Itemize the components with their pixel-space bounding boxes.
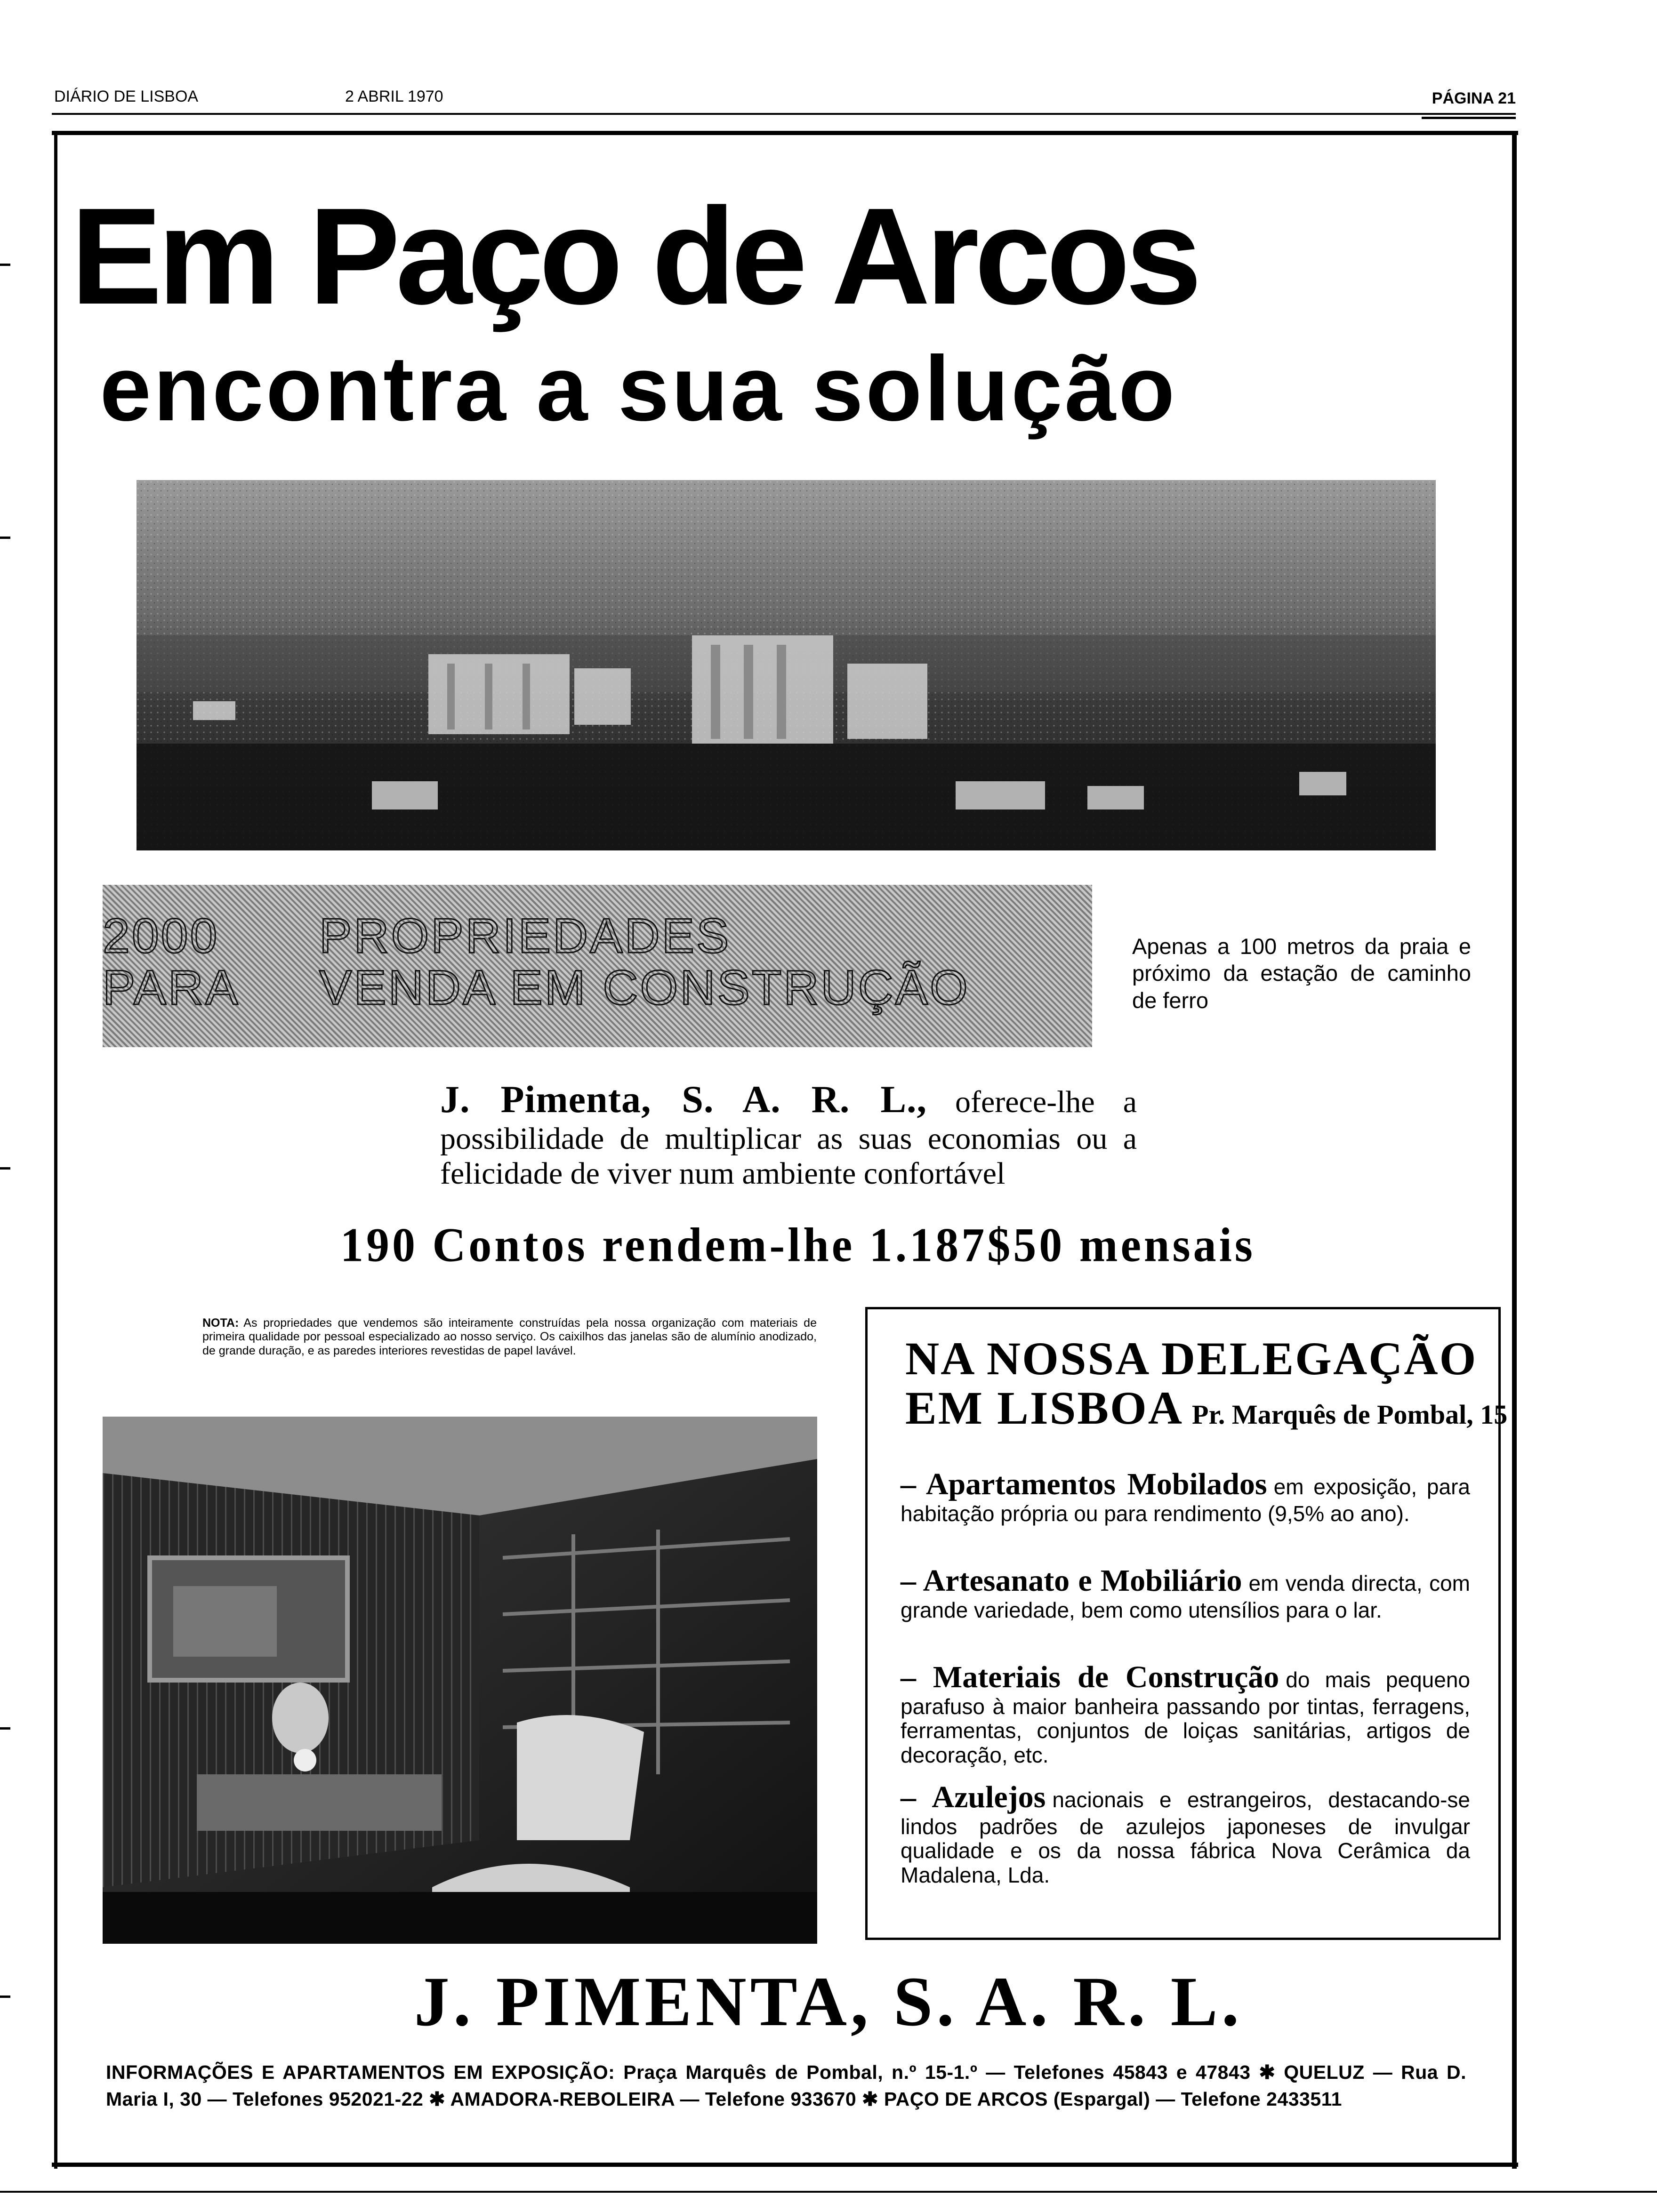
ad-headline: Em Paço de Arcos — [71, 179, 1198, 333]
page-number-underline — [1422, 117, 1516, 119]
footer-company: J. PIMENTA, S. A. R. L. — [414, 1963, 1243, 2041]
nota-text: As propriedades que vendemos são inteiramente construídas pela nossa organização com materiais de primeira qualidade por pessoal especializado ao nosso serviço. Os caixilhos das janelas são de alumínio anodizado, de grande duração, e as paredes interiores revestidas de papel lavável. — [202, 1316, 817, 1357]
item-title: – Apartamentos Mobilados — [901, 1467, 1267, 1501]
issue-date: 2 ABRIL 1970 — [345, 88, 443, 105]
ad-frame-left — [54, 131, 57, 2169]
list-item — [901, 1467, 1470, 1526]
item-text: do mais pequeno parafuso à maior banheira passando por tintas, ferragens, ferramentas, conjuntos de loiças sanitárias, artigos de decoração, etc. — [901, 1667, 1471, 1767]
delegation-city: EM LISBOA — [905, 1382, 1184, 1434]
margin-tick — [0, 1727, 10, 1730]
banner-word: PARA — [103, 961, 240, 1015]
apartment-interior-photo — [103, 1417, 817, 1944]
list-item — [901, 1660, 1470, 1767]
ad-frame-right — [1512, 131, 1517, 2169]
list-item — [901, 1780, 1470, 1887]
item-text: em venda directa, com grande variedade, bem como utensílios para o lar. — [901, 1571, 1470, 1622]
banner-row — [103, 960, 970, 1016]
footer-contact-info: INFORMAÇÕES E APARTAMENTOS EM EXPOSIÇÃO: Praça Marquês de Pombal, n.º 15-1.º — Telefones 45843 e 47843 ✱ QUELUZ — Rua D. Maria I, 30 — Telefones 952021-22 ✱ AMADORA-REBOLEIRA — Telefone 933670 ✱ PAÇO DE ARCOS (Espargal) — Telefone 2433511 — [106, 2061, 1466, 2110]
nota-label: NOTA: — [202, 1316, 239, 1330]
item-title: – Azulejos — [901, 1780, 1046, 1814]
nota-paragraph — [202, 1316, 817, 1358]
margin-tick — [0, 264, 10, 266]
ad-frame-bottom — [52, 2163, 1518, 2167]
banner-word: VENDA EM CONSTRUÇÃO — [319, 961, 970, 1015]
header-rule — [52, 113, 1516, 115]
ad-frame-top — [52, 131, 1518, 135]
properties-banner — [103, 885, 1092, 1047]
item-text: em exposição, para habitação própria ou para rendimento (9,5% ao ano). — [901, 1475, 1470, 1526]
banner-number: 2000 — [103, 909, 219, 963]
page-bottom-rule — [0, 2191, 1657, 2193]
location-note: Apenas a 100 metros da praia e próximo da estação de caminho de ferro — [1132, 934, 1471, 1013]
list-item — [901, 1563, 1470, 1622]
page-number: PÁGINA 21 — [1432, 89, 1516, 107]
offer-company: J. Pimenta, S. A. R. L., — [440, 1078, 927, 1121]
item-title: – Artesanato e Mobiliário — [901, 1563, 1242, 1598]
margin-tick — [0, 537, 10, 539]
delegation-box — [865, 1307, 1508, 1940]
returns-line: 190 Contos rendem-lhe 1.187$50 mensais — [340, 1218, 1255, 1272]
offer-text — [440, 1078, 1137, 1192]
banner-row — [103, 908, 731, 964]
item-title: – Materiais de Construção — [901, 1660, 1279, 1694]
delegation-title: NA NOSSA DELEGAÇÃO — [905, 1332, 1478, 1385]
delegation-address: Pr. Marquês de Pombal, 15 — [1192, 1399, 1508, 1430]
item-text: nacionais e estrangeiros, destacando-se lindos padrões de azulejos japoneses de invulgar qualidade e os da nossa fábrica Nova Cerâmica da Madalena, Lda. — [901, 1787, 1470, 1887]
newspaper-name: DIÁRIO DE LISBOA — [54, 88, 199, 105]
margin-tick — [0, 1167, 10, 1170]
offer-description: oferece-lhe a possibilidade de multiplicar as suas economias ou a felicidade de viver num ambiente confortável — [440, 1085, 1137, 1191]
ad-subheadline: encontra a sua solução — [100, 337, 1177, 440]
delegation-location — [905, 1382, 1508, 1434]
town-skyline-photo — [137, 480, 1436, 850]
banner-word: PROPRIEDADES — [319, 909, 731, 963]
